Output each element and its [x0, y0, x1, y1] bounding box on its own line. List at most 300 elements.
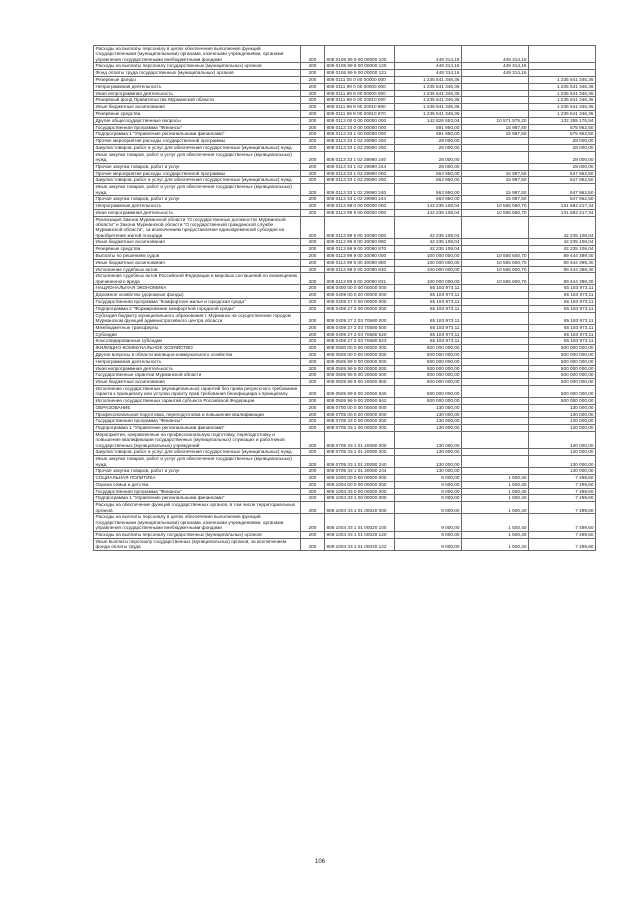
cell-executed-amount: 15 987,50 [462, 196, 529, 203]
cell-name: Расходы на выплаты персоналу в целях обеспечения выполнения функций государственными (муниципальными) органами, казенными учреждениями, органами управления государственными внебюджетными фондами [94, 46, 301, 63]
cell-line-code: 200 [301, 170, 325, 177]
cell-unexecuted-amount: 500 000 000,00 [529, 372, 596, 379]
cell-unexecuted-amount: 500 000 000,00 [529, 379, 596, 386]
cell-line-code: 200 [301, 124, 325, 131]
cell-line-code: 200 [301, 144, 325, 151]
cell-unexecuted-amount: 28 000,00 [529, 144, 596, 151]
cell-executed-amount: 1 500,40 [462, 514, 529, 531]
cell-name: Подпрограмма 1 "Управление региональными финансами" [94, 425, 301, 432]
cell-name: Субсидия бюджету муниципального образования г. Мурманск на осуществление городом Мурманском функций административного центра области [94, 312, 301, 324]
cell-executed-amount: 15 987,50 [462, 124, 529, 131]
cell-classification-code: 808 1000 00 0 00 00000 000 [325, 475, 395, 482]
cell-unexecuted-amount: 500 000 000,00 [529, 385, 596, 397]
cell-unexecuted-amount: 7 499,60 [529, 531, 596, 538]
cell-name: Прочая закупка товаров, работ и услуг [94, 196, 301, 203]
cell-line-code: 200 [301, 312, 325, 324]
table-row [94, 398, 596, 405]
cell-approved-amount: 500 000 000,00 [395, 372, 462, 379]
table-row [94, 83, 596, 90]
table-row [94, 285, 596, 292]
cell-approved-amount: 591 950,00 [395, 131, 462, 138]
table-row [94, 104, 596, 111]
cell-executed-amount [462, 456, 529, 468]
cell-approved-amount: 28 000,00 [395, 138, 462, 145]
cell-approved-amount: 1 235 541 346,36 [395, 83, 462, 90]
cell-executed-amount [462, 432, 529, 449]
cell-name: Расходы на обеспечение функций государственных органов, в том числе территориальных органов [94, 502, 301, 514]
table-row [94, 425, 596, 432]
cell-approved-amount: 563 950,00 [395, 170, 462, 177]
cell-approved-amount: 130 000,00 [395, 449, 462, 456]
cell-unexecuted-amount: 65 183 973,11 [529, 299, 596, 306]
cell-executed-amount [462, 285, 529, 292]
cell-approved-amount: 65 183 973,11 [395, 299, 462, 306]
cell-name: Расходы на выплаты персоналу государственных (муниципальных) органов [94, 63, 301, 70]
cell-name: Другие вопросы в области жилищно-коммунального хозяйства [94, 351, 301, 358]
cell-unexecuted-amount: 1 235 541 346,36 [529, 83, 596, 90]
cell-classification-code: 808 0700 00 0 00 00000 000 [325, 404, 395, 411]
cell-classification-code: 808 0505 99 0 00 00000 000 [325, 358, 395, 365]
cell-executed-amount [462, 216, 529, 239]
cell-approved-amount: 500 000 000,00 [395, 358, 462, 365]
cell-unexecuted-amount: 500 000 000,00 [529, 351, 596, 358]
cell-approved-amount: 500 000 000,00 [395, 351, 462, 358]
table-row [94, 385, 596, 397]
cell-approved-amount: 130 000,00 [395, 468, 462, 475]
cell-executed-amount: 1 500,40 [462, 538, 529, 550]
cell-classification-code: 808 0111 99 9 00 20010 000 [325, 97, 395, 104]
cell-name: Профессиональная подготовка, переподготовка и повышение квалификации [94, 411, 301, 418]
cell-name: Государственная программа "Финансы" [94, 124, 301, 131]
cell-name: Иные выплаты персоналу государственных (муниципальных) органов, за исключением фонда оплаты труда [94, 538, 301, 550]
cell-classification-code: 808 0113 33 1 02 29990 000 [325, 170, 395, 177]
cell-executed-amount: 15 987,50 [462, 170, 529, 177]
cell-approved-amount: 591 950,00 [395, 124, 462, 131]
cell-name: Иные бюджетные ассигнования [94, 239, 301, 246]
cell-unexecuted-amount: 500 000 000,00 [529, 365, 596, 372]
cell-approved-amount: 130 000,00 [395, 456, 462, 468]
cell-executed-amount: 10 555 600,70 [462, 253, 529, 260]
cell-line-code: 200 [301, 63, 325, 70]
cell-classification-code: 808 0113 99 9 00 00000 000 [325, 209, 395, 216]
cell-unexecuted-amount: 1 235 541 346,36 [529, 104, 596, 111]
cell-approved-amount: 1 235 541 346,36 [395, 110, 462, 117]
cell-executed-amount [462, 305, 529, 312]
cell-line-code: 200 [301, 110, 325, 117]
cell-unexecuted-amount: 130 000,00 [529, 449, 596, 456]
cell-line-code: 200 [301, 131, 325, 138]
table-row [94, 379, 596, 386]
cell-unexecuted-amount: 1 235 541 346,36 [529, 90, 596, 97]
table-row [94, 324, 596, 331]
table-row [94, 209, 596, 216]
table-row [94, 292, 596, 299]
cell-line-code: 200 [301, 385, 325, 397]
cell-line-code: 200 [301, 324, 325, 331]
table-row [94, 404, 596, 411]
cell-approved-amount: 65 183 973,11 [395, 331, 462, 338]
cell-approved-amount: 100 000 000,00 [395, 266, 462, 273]
cell-executed-amount [462, 372, 529, 379]
cell-unexecuted-amount: 89 444 399,30 [529, 259, 596, 266]
cell-classification-code: 808 0705 33 1 01 20080 200 [325, 449, 395, 456]
table-row [94, 338, 596, 345]
cell-name: Расходы на выплаты персоналу в целях обеспечения выполнения функций государственными (муниципальными) органами, казенными учреждениями, органами управления государственными внебюджетными фондами [94, 514, 301, 531]
cell-executed-amount [462, 144, 529, 151]
cell-classification-code: 808 0705 33 1 01 20080 000 [325, 432, 395, 449]
cell-approved-amount: 42 235 108,04 [395, 216, 462, 239]
cell-approved-amount: 28 000,00 [395, 163, 462, 170]
table-row [94, 203, 596, 210]
cell-unexecuted-amount: 7 499,60 [529, 495, 596, 502]
cell-classification-code: 808 0500 00 0 00 00000 000 [325, 345, 395, 352]
cell-approved-amount: 130 000,00 [395, 404, 462, 411]
cell-line-code: 200 [301, 246, 325, 253]
cell-classification-code: 808 0505 99 9 00 20060 842 [325, 398, 395, 405]
cell-name: Консолидированные субсидии [94, 338, 301, 345]
cell-unexecuted-amount: 500 000 000,00 [529, 345, 596, 352]
table-row [94, 253, 596, 260]
cell-executed-amount: 1 500,40 [462, 488, 529, 495]
cell-classification-code: 808 0505 00 0 00 00000 000 [325, 351, 395, 358]
cell-unexecuted-amount [529, 70, 596, 77]
cell-approved-amount: 142 235 108,04 [395, 209, 462, 216]
cell-line-code: 200 [301, 351, 325, 358]
cell-approved-amount: 449 314,16 [395, 70, 462, 77]
cell-unexecuted-amount: 130 000,00 [529, 425, 596, 432]
cell-line-code: 200 [301, 404, 325, 411]
cell-approved-amount: 100 000 000,00 [395, 273, 462, 285]
cell-classification-code: 808 0505 99 9 00 20060 840 [325, 385, 395, 397]
cell-classification-code: 808 0111 99 9 00 20010 800 [325, 104, 395, 111]
cell-classification-code: 808 0505 99 9 00 20060 000 [325, 372, 395, 379]
cell-classification-code: 808 0111 99 9 00 20010 870 [325, 110, 395, 117]
cell-approved-amount: 500 000 000,00 [395, 398, 462, 405]
cell-classification-code: 808 0113 00 0 00 00000 000 [325, 117, 395, 124]
cell-unexecuted-amount: 28 000,00 [529, 138, 596, 145]
table-row [94, 514, 596, 531]
cell-name: Межбюджетные трансферты [94, 324, 301, 331]
cell-line-code: 200 [301, 365, 325, 372]
cell-name: Подпрограмма 1 "Управление региональными финансами" [94, 495, 301, 502]
table-row [94, 358, 596, 365]
cell-classification-code: 808 0113 99 9 00 20060 000 [325, 216, 395, 239]
table-row [94, 117, 596, 124]
cell-approved-amount: 9 000,00 [395, 481, 462, 488]
table-row [94, 70, 596, 77]
cell-classification-code: 808 0505 99 9 00 00000 000 [325, 365, 395, 372]
table-row [94, 196, 596, 203]
cell-approved-amount: 65 183 973,11 [395, 312, 462, 324]
cell-line-code: 200 [301, 196, 325, 203]
table-row [94, 475, 596, 482]
cell-name: Государственные гарантии Мурманской области [94, 372, 301, 379]
cell-approved-amount: 100 000 000,00 [395, 253, 462, 260]
cell-line-code: 200 [301, 432, 325, 449]
cell-classification-code: 808 0113 99 9 00 20090 000 [325, 253, 395, 260]
cell-unexecuted-amount: 28 000,00 [529, 163, 596, 170]
cell-name: Расходы на выплаты персоналу государственных (муниципальных) органов [94, 531, 301, 538]
cell-line-code: 200 [301, 468, 325, 475]
cell-approved-amount: 563 950,00 [395, 177, 462, 184]
cell-executed-amount [462, 398, 529, 405]
table-row [94, 170, 596, 177]
cell-line-code: 200 [301, 151, 325, 163]
cell-name: Иные бюджетные ассигнования [94, 379, 301, 386]
cell-name: Прочие мероприятия расходы государственной программы [94, 170, 301, 177]
cell-unexecuted-amount: 89 444 399,30 [529, 266, 596, 273]
cell-line-code: 200 [301, 184, 325, 196]
table-row [94, 110, 596, 117]
cell-name: Резервный фонд Правительства Мурманской области [94, 97, 301, 104]
table-row [94, 216, 596, 239]
table-body [94, 46, 596, 551]
table-row [94, 151, 596, 163]
cell-unexecuted-amount: 547 962,50 [529, 177, 596, 184]
cell-name: Иная непрограммная деятельность [94, 365, 301, 372]
cell-line-code: 200 [301, 495, 325, 502]
cell-classification-code: 808 1004 33 0 00 00000 000 [325, 488, 395, 495]
cell-name: Закупка товаров, работ и услуг для обеспечения государственных (муниципальных) нужд [94, 177, 301, 184]
cell-classification-code: 808 1004 00 0 00 00000 000 [325, 481, 395, 488]
cell-executed-amount [462, 345, 529, 352]
cell-line-code: 200 [301, 345, 325, 352]
cell-unexecuted-amount: 89 444 399,30 [529, 273, 596, 285]
page-number: 106 [314, 859, 325, 865]
table-row [94, 90, 596, 97]
cell-line-code: 200 [301, 531, 325, 538]
cell-unexecuted-amount: 65 183 973,11 [529, 305, 596, 312]
cell-name: Охрана семьи и детства [94, 481, 301, 488]
cell-classification-code: 808 0113 33 1 02 29990 240 [325, 184, 395, 196]
cell-executed-amount [462, 151, 529, 163]
cell-unexecuted-amount: 575 962,50 [529, 124, 596, 131]
cell-executed-amount: 10 555 590,70 [462, 203, 529, 210]
cell-line-code: 200 [301, 46, 325, 63]
cell-name: СОЦИАЛЬНАЯ ПОЛИТИКА [94, 475, 301, 482]
cell-unexecuted-amount: 7 499,60 [529, 488, 596, 495]
cell-executed-amount: 1 500,40 [462, 475, 529, 482]
cell-executed-amount [462, 163, 529, 170]
cell-executed-amount [462, 358, 529, 365]
cell-unexecuted-amount: 1 235 541 346,36 [529, 110, 596, 117]
cell-classification-code: 808 0409 27 2 03 70580 523 [325, 338, 395, 345]
cell-classification-code: 808 1004 33 1 00 00000 000 [325, 495, 395, 502]
cell-approved-amount: 130 000,00 [395, 411, 462, 418]
cell-classification-code: 808 0111 99 0 00 00000 000 [325, 83, 395, 90]
table-row [94, 97, 596, 104]
cell-name: Фонд оплаты труда государственных (муниципальных) органов [94, 70, 301, 77]
table-row [94, 163, 596, 170]
cell-name: Государственная программа "Комфортное жилье и городская среда" [94, 299, 301, 306]
cell-unexecuted-amount: 1 235 541 346,36 [529, 76, 596, 83]
cell-name: Исполнение государственных гарантий субъекта Российской Федерации [94, 398, 301, 405]
table-row [94, 184, 596, 196]
cell-name: Иные закупки товаров, работ и услуг для обеспечения государственных (муниципальных) нужд [94, 184, 301, 196]
cell-classification-code: 808 0106 99 9 00 00000 120 [325, 63, 395, 70]
cell-unexecuted-amount: 130 000,00 [529, 411, 596, 418]
cell-name: ОБРАЗОВАНИЕ [94, 404, 301, 411]
cell-name: Иная непрограммная деятельность [94, 209, 301, 216]
cell-classification-code: 808 0113 99 9 00 20090 831 [325, 273, 395, 285]
cell-unexecuted-amount: 65 183 973,11 [529, 331, 596, 338]
cell-line-code: 200 [301, 358, 325, 365]
cell-approved-amount: 142 826 653,04 [395, 117, 462, 124]
cell-unexecuted-amount: 65 183 973,11 [529, 324, 596, 331]
cell-classification-code: 808 1004 33 1 01 00020 100 [325, 514, 395, 531]
cell-approved-amount: 1 235 541 346,36 [395, 97, 462, 104]
cell-name: Исполнение судебных актов [94, 266, 301, 273]
cell-executed-amount [462, 404, 529, 411]
cell-executed-amount [462, 385, 529, 397]
cell-approved-amount: 449 314,16 [395, 63, 462, 70]
cell-name: Закупка товаров, работ и услуг для обеспечения государственных (муниципальных) нужд [94, 144, 301, 151]
cell-approved-amount: 65 183 973,11 [395, 338, 462, 345]
cell-classification-code: 808 0113 99 9 00 20090 830 [325, 266, 395, 273]
cell-executed-amount [462, 468, 529, 475]
cell-executed-amount: 10 571 575,20 [462, 117, 529, 124]
cell-approved-amount: 65 183 973,11 [395, 292, 462, 299]
table-row [94, 538, 596, 550]
cell-name: Непрограммная деятельность [94, 83, 301, 90]
cell-unexecuted-amount: 130 000,00 [529, 418, 596, 425]
cell-classification-code: 808 0409 27 2 03 70580 500 [325, 324, 395, 331]
cell-line-code: 200 [301, 259, 325, 266]
cell-unexecuted-amount: 7 499,60 [529, 502, 596, 514]
cell-approved-amount: 449 314,16 [395, 46, 462, 63]
table-row [94, 63, 596, 70]
cell-approved-amount: 42 235 108,04 [395, 239, 462, 246]
cell-classification-code: 808 0705 00 0 00 00000 000 [325, 411, 395, 418]
cell-executed-amount: 10 555 600,70 [462, 259, 529, 266]
cell-unexecuted-amount [529, 46, 596, 63]
cell-unexecuted-amount: 130 000,00 [529, 456, 596, 468]
table-row [94, 144, 596, 151]
table-row [94, 299, 596, 306]
cell-executed-amount: 449 314,16 [462, 63, 529, 70]
cell-unexecuted-amount: 65 183 973,11 [529, 285, 596, 292]
cell-approved-amount: 1 235 541 346,36 [395, 90, 462, 97]
cell-unexecuted-amount: 500 000 000,00 [529, 358, 596, 365]
cell-classification-code: 808 0409 00 0 00 00000 000 [325, 292, 395, 299]
cell-line-code: 200 [301, 273, 325, 285]
cell-classification-code: 808 0113 33 1 02 29990 244 [325, 196, 395, 203]
table-row [94, 372, 596, 379]
cell-line-code: 200 [301, 418, 325, 425]
cell-executed-amount [462, 312, 529, 324]
table-row [94, 468, 596, 475]
cell-name: Государственная программа "Финансы" [94, 418, 301, 425]
cell-name: Прочая закупка товаров, работ и услуг [94, 468, 301, 475]
cell-line-code: 200 [301, 299, 325, 306]
cell-name: Иная непрограммная деятельность [94, 90, 301, 97]
table-row [94, 239, 596, 246]
cell-executed-amount [462, 83, 529, 90]
cell-line-code: 200 [301, 266, 325, 273]
cell-name: ЖИЛИЩНО-КОММУНАЛЬНОЕ ХОЗЯЙСТВО [94, 345, 301, 352]
cell-line-code: 200 [301, 76, 325, 83]
cell-line-code: 200 [301, 285, 325, 292]
cell-executed-amount [462, 425, 529, 432]
cell-executed-amount [462, 246, 529, 253]
cell-classification-code: 808 0113 33 1 02 29990 244 [325, 163, 395, 170]
cell-line-code: 200 [301, 90, 325, 97]
cell-executed-amount: 10 555 600,70 [462, 273, 529, 285]
cell-classification-code: 808 0705 33 1 01 20080 244 [325, 468, 395, 475]
cell-approved-amount: 65 183 973,11 [395, 305, 462, 312]
table-row [94, 411, 596, 418]
cell-classification-code: 808 0111 00 0 00 00000 000 [325, 76, 395, 83]
cell-classification-code: 808 0111 99 9 00 00000 000 [325, 90, 395, 97]
cell-classification-code: 808 1004 33 1 01 00020 122 [325, 538, 395, 550]
cell-line-code: 200 [301, 425, 325, 432]
table-row [94, 456, 596, 468]
table-row [94, 418, 596, 425]
table-row [94, 531, 596, 538]
table-row [94, 266, 596, 273]
cell-unexecuted-amount: 7 499,60 [529, 538, 596, 550]
cell-unexecuted-amount: 42 235 108,04 [529, 239, 596, 246]
cell-name: Мероприятия, направленные на профессиональную подготовку, переподготовку и повышение квалификации государственных (муниципальных) служащих и работников государственных (муниципальных) учреждений [94, 432, 301, 449]
cell-name: Субсидии [94, 331, 301, 338]
cell-executed-amount [462, 76, 529, 83]
cell-name: Иные закупки товаров, работ и услуг для обеспечения государственных (муниципальных) нужд [94, 151, 301, 163]
cell-approved-amount: 65 183 973,11 [395, 324, 462, 331]
cell-approved-amount: 142 235 108,04 [395, 203, 462, 210]
cell-executed-amount [462, 97, 529, 104]
table-row [94, 177, 596, 184]
cell-line-code: 200 [301, 104, 325, 111]
cell-executed-amount [462, 365, 529, 372]
cell-line-code: 200 [301, 502, 325, 514]
cell-executed-amount [462, 351, 529, 358]
cell-line-code: 200 [301, 475, 325, 482]
table-row [94, 138, 596, 145]
cell-approved-amount: 100 000 000,00 [395, 259, 462, 266]
cell-classification-code: 808 0705 33 1 01 20080 240 [325, 456, 395, 468]
cell-line-code: 200 [301, 449, 325, 456]
cell-approved-amount: 9 000,00 [395, 514, 462, 531]
cell-line-code: 200 [301, 456, 325, 468]
table-row [94, 502, 596, 514]
cell-approved-amount: 9 000,00 [395, 531, 462, 538]
cell-approved-amount: 1 235 541 346,36 [395, 76, 462, 83]
cell-name: Иные закупки товаров, работ и услуг для обеспечения государственных (муниципальных) нужд [94, 456, 301, 468]
cell-unexecuted-amount: 42 235 108,04 [529, 246, 596, 253]
cell-name: Иные бюджетные ассигнования [94, 104, 301, 111]
table-row [94, 488, 596, 495]
cell-executed-amount: 15 987,50 [462, 177, 529, 184]
cell-unexecuted-amount: 65 183 973,11 [529, 292, 596, 299]
cell-unexecuted-amount: 547 962,50 [529, 196, 596, 203]
cell-unexecuted-amount [529, 63, 596, 70]
cell-line-code: 200 [301, 70, 325, 77]
cell-unexecuted-amount: 28 000,00 [529, 151, 596, 163]
cell-unexecuted-amount: 500 000 000,00 [529, 398, 596, 405]
cell-approved-amount: 9 000,00 [395, 475, 462, 482]
cell-line-code: 200 [301, 83, 325, 90]
cell-approved-amount: 563 950,00 [395, 196, 462, 203]
cell-line-code: 200 [301, 372, 325, 379]
budget-execution-table [93, 45, 596, 551]
cell-unexecuted-amount: 7 499,60 [529, 514, 596, 531]
cell-approved-amount: 28 000,00 [395, 151, 462, 163]
cell-classification-code: 808 0113 99 9 00 20060 870 [325, 246, 395, 253]
cell-line-code: 200 [301, 117, 325, 124]
cell-name: Резервные средства [94, 110, 301, 117]
cell-name: НАЦИОНАЛЬНАЯ ЭКОНОМИКА [94, 285, 301, 292]
table-row [94, 312, 596, 324]
